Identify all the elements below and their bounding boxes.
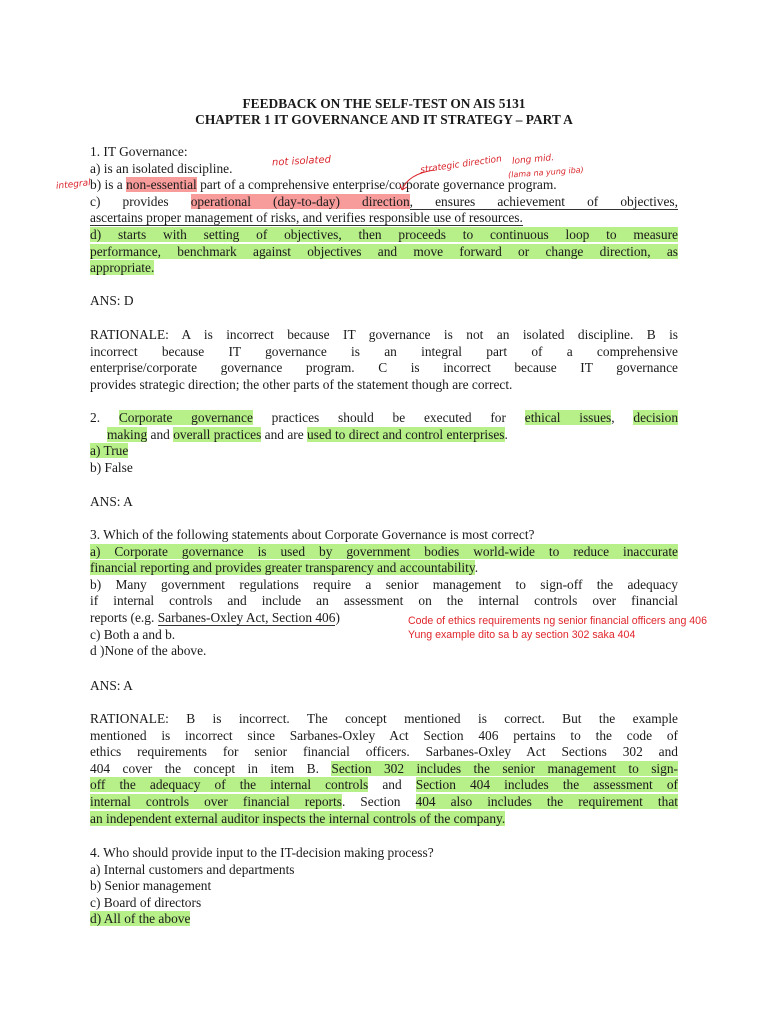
q2-stem-line2: making and overall practices and are used to direct and control enterprises.: [107, 426, 508, 442]
q1-b-highlight: non-essential: [126, 177, 197, 193]
handwriting-strategic-direction: strategic direction: [419, 154, 503, 176]
q1-option-b: b) is a non-essential part of a comprehensive enterprise/corporate governance program.: [90, 177, 557, 193]
doc-title: FEEDBACK ON THE SELF-TEST ON AIS 5131: [242, 96, 526, 111]
note-example-sections: Yung example dito sa b ay section 302 saka 404: [408, 629, 636, 641]
q4-stem: 4. Who should provide input to the IT-decision making process?: [90, 845, 434, 860]
q1-option-d-line1: d) starts with setting of objectives, then proceeds to continuous loop to measure: [90, 226, 678, 242]
question-4: [90, 845, 678, 928]
q3-answer: ANS: A: [90, 678, 133, 693]
q1-option-a: a) is an isolated discipline.: [90, 160, 233, 176]
q4-option-c: c) Board of directors: [90, 894, 202, 910]
q1-option-c-line2: ascertains proper management of risks, and verifies responsible use of resources.: [90, 210, 523, 226]
q1-answer: ANS: D: [90, 293, 134, 308]
q2-answer: ANS: A: [90, 494, 133, 509]
q2-stem-line1: 2. Corporate governance practices should be executed for ethical issues, decision: [90, 410, 679, 425]
q1-option-d-line2: performance, benchmark against objectives and move forward or change direction, as: [90, 243, 678, 259]
question-1: [90, 144, 678, 277]
note-code-of-ethics: Code of ethics requirements ng senior financial officers ang 406: [408, 615, 707, 627]
q3-option-b-line3: reports (e.g. Sarbanes-Oxley Act, Section 406): [90, 609, 340, 625]
q4-option-a: a) Internal customers and departments: [90, 861, 295, 877]
handwriting-integral: integral: [55, 178, 92, 192]
handwriting-long-mid: long mid.: [511, 153, 555, 167]
q3-rationale: RATIONALE: B is incorrect. The concept mentioned is correct. But the example mentioned is incorrect since Sarbanes-Oxley Act Section 406 pertains to the code of ethics requirements for senior financial officers. Sarbanes-Oxley Act Sections 302 and 404 cover the concept in item B. Section 302 includes the senior management to sign- off the adequacy of the internal controls and Section 404 includes the assessment of internal controls over financial reports. Section 404 also includes the requirement that an independent external auditor inspects the internal controls of the company.: [90, 711, 679, 826]
q3-option-a-line1: a) Corporate governance is used by government bodies world-wide to reduce inaccurate: [90, 543, 678, 559]
q3-option-c: c) Both a and b.: [90, 626, 176, 642]
handwriting-arrow-icon: [398, 166, 438, 192]
handwriting-lama: (lama na yung iba): [507, 165, 585, 180]
q4-option-d: d) All of the above: [90, 911, 191, 927]
q3-option-b-line1: b) Many government regulations require a senior management to sign-off the adequacy: [90, 576, 678, 592]
q3-option-a-line2: financial reporting and provides greater transparency and accountability.: [90, 560, 479, 576]
q2-option-b: b) False: [90, 459, 133, 475]
q2-option-a: a) True: [90, 443, 129, 459]
doc-subtitle: CHAPTER 1 IT GOVERNANCE AND IT STRATEGY – PART A: [195, 112, 573, 127]
q1-stem: 1. IT Governance:: [90, 144, 188, 159]
q3-option-b-line2: if internal controls and include an assessment on the internal controls over financial: [90, 593, 678, 609]
q1-option-d-line3: appropriate.: [90, 260, 155, 276]
q3-option-d: d )None of the above.: [90, 643, 207, 659]
q1-option-c-line1: c) provides operational (day-to-day) direction, ensures achievement of objectives,: [90, 193, 678, 209]
q1-c-highlight: operational (day-to-day) direction: [190, 193, 410, 209]
handwriting-not-isolated: not isolated: [271, 154, 332, 169]
question-2: [90, 410, 678, 476]
q3-stem: 3. Which of the following statements about Corporate Governance is most correct?: [90, 527, 535, 542]
q4-option-b: b) Senior management: [90, 878, 212, 894]
q1-rationale: RATIONALE: A is incorrect because IT governance is not an isolated discipline. B is incorrect because IT governance is an integral part of a comprehensive enterprise/corporate governance program. C is incorrect because IT governance provides strategic direction; the other parts of the statement though are correct.: [90, 327, 678, 392]
